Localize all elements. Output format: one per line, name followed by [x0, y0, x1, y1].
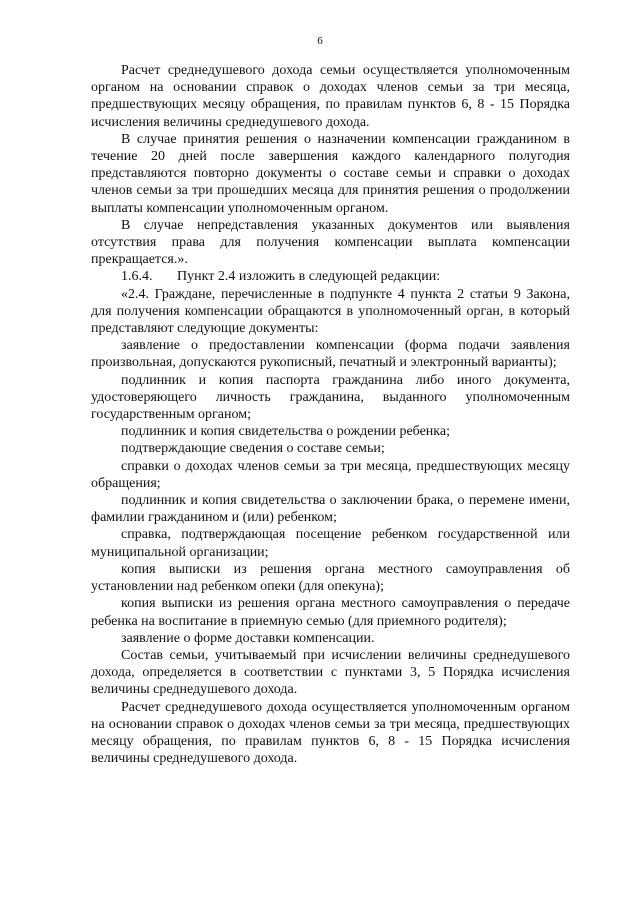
- paragraph: Состав семьи, учитываемый при исчислении величины среднедушевого дохода, определяется в соответствии с пунктами 3, 5 Порядка исчисления величины среднедушевого дохода.: [91, 647, 570, 698]
- list-item: копия выписки из решения органа местного самоуправления об установлении над ребенком опеки (для опекуна);: [91, 561, 570, 595]
- page-number: 6: [317, 35, 323, 47]
- list-item: заявление о форме доставки компенсации.: [121, 630, 375, 646]
- paragraph: 1.6.4. Пункт 2.4 изложить в следующей редакции:: [121, 269, 441, 285]
- document-body: [91, 62, 570, 767]
- list-item: подлинник и копия свидетельства о заключении брака, о перемене имени, фамилии гражданином и (или) ребенком;: [91, 493, 570, 526]
- list-item: справка, подтверждающая посещение ребенком государственной или муниципальной организации;: [91, 527, 570, 560]
- paragraph: Расчет среднедушевого дохода семьи осуществляется уполномоченным органом на основании справок о доходах членов семьи за три месяца, предшествующих месяцу обращения, по правилам пунктов 6, 8 - 15 Порядка исчисления величины среднедушевого дохода.: [91, 63, 570, 130]
- list-item: подтверждающие сведения о составе семьи;: [121, 441, 385, 457]
- paragraph: В случае принятия решения о назначении компенсации гражданином в течение 20 дней после завершения каждого календарного полугодия представляются повторно документы о составе семьи и справки о доходах членов семьи за три прошедших месяца для принятия решения о продолжении выплаты компенсации уполномоченным органом.: [91, 131, 570, 216]
- list-item: заявление о предоставлении компенсации (форма подачи заявления произвольная, допускаются рукописный, печатный и электронный варианты);: [91, 338, 570, 371]
- paragraph: «2.4. Граждане, перечисленные в подпункте 4 пункта 2 статьи 9 Закона, для получения компенсации обращаются в уполномоченный орган, в который представляют следующие документы:: [91, 286, 570, 337]
- paragraph: В случае непредставления указанных документов или выявления отсутствия права для получения компенсации выплата компенсации прекращается.».: [91, 217, 570, 268]
- paragraph: Расчет среднедушевого дохода осуществляется уполномоченным органом на основании справок о доходах членов семьи за три месяца, предшествующих месяцу обращения, по правилам пунктов 6, 8 - 15 Порядка исчисления величины среднедушевого дохода.: [91, 699, 570, 767]
- list-item: справки о доходах членов семьи за три месяца, предшествующих месяцу обращения;: [91, 458, 570, 491]
- list-item: подлинник и копия свидетельства о рождении ребенка;: [121, 424, 450, 440]
- list-item: копия выписки из решения органа местного самоуправления о передаче ребенка на воспитание в приемную семью (для приемного родителя);: [91, 596, 570, 629]
- list-item: подлинник и копия паспорта гражданина либо иного документа, удостоверяющего личность гражданина, выданного уполномоченным государственным органом;: [91, 372, 570, 423]
